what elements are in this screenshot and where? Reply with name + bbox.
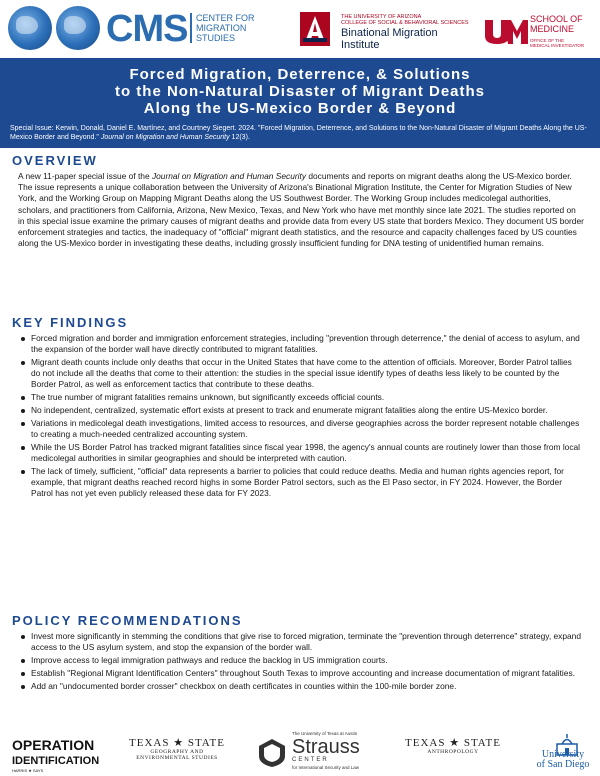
key-findings-heading: KEY FINDINGS: [12, 315, 129, 330]
globe-icon: [56, 6, 100, 50]
title-line-3: Along the US-Mexico Border & Beyond: [143, 100, 457, 117]
institute-line1: Binational Migration: [341, 27, 438, 39]
txst1-name: TEXAS ★ STATE: [129, 737, 225, 749]
key-findings-list: [20, 333, 582, 501]
texas-state-geography-logo: [122, 736, 232, 761]
unm-sub1: OFFICE OF THE: [530, 38, 565, 43]
arizona-a-icon: [300, 12, 330, 46]
cms-logo: CMS: [106, 8, 188, 50]
list-item: While the US Border Patrol has tracked migrant fatalities since fiscal year 1998, the agency's annual counts are routinely lower than those from local medicolegal authorities in similar geographies and should be interpreted with caution.: [20, 442, 582, 464]
list-item: Forced migration and border and immigration enforcement strategies, including "prevention through deterrence," the denial of access to asylum, and the expansion of the border wall have directly contributed to migrant fatalities.: [20, 333, 582, 355]
overview-journal: Journal on Migration and Human Security: [151, 171, 307, 181]
policy-heading: POLICY RECOMMENDATIONS: [12, 613, 243, 628]
operation-identification-logo: [12, 738, 112, 773]
opid-line2: IDENTIFICATION: [12, 755, 100, 767]
txst2-name: TEXAS ★ STATE: [405, 737, 501, 749]
title-banner: [0, 58, 600, 122]
binational-migration-institute: [341, 27, 481, 51]
unm-school-name: [530, 14, 600, 34]
list-item: No independent, centralized, systematic effort exists at present to track and enumerate migrant fatalities along the entire US-Mexico border.: [20, 405, 582, 416]
txst1-sub1: GEOGRAPHY AND: [150, 749, 204, 755]
citation-prefix: Special Issue: Kerwin, Donald, Daniel E. Martínez, and Courtney Siegert. 2024. "Forced Migration, Deterrence, and Solutions to the Non-Natural Disaster of Migrant Deaths Along the US-Mexico Border and Beyond.": [10, 125, 587, 141]
cms-line2: MIGRATION: [196, 23, 247, 33]
policy-list: [20, 631, 582, 693]
list-item: Establish "Regional Migrant Identification Centers" throughout South Texas to improve accounting and increase documentation of migrant fatalities.: [20, 668, 582, 679]
overview-paragraph: [18, 171, 584, 249]
strauss-university: The University of Texas at Austin: [292, 731, 358, 736]
list-item: Invest more significantly in stemming the conditions that give rise to forced migration, terminate the "prevention through deterrence" strategy, expand access to the US asylum system, and stop the expansion of the border wall.: [20, 631, 582, 653]
arizona-university: THE UNIVERSITY OF ARIZONA: [341, 14, 422, 20]
usd-line2: of San Diego: [536, 759, 590, 770]
txst1-sub2: ENVIRONMENTAL STUDIES: [136, 755, 218, 761]
citation: [0, 122, 600, 148]
title-line-2: to the Non-Natural Disaster of Migrant Deaths: [114, 83, 486, 100]
strauss-sub: for International Security and Law: [292, 765, 360, 770]
list-item: The lack of timely, sufficient, "official" data represents a barrier to policies that could reduce deaths. Media and human rights agencies report, for example, that migrant deaths reached record highs in some Border Patrol sectors, such as the El Paso sector, in FY 2024. However, the Border Patrol has not yet even publicly released these data for FY 2023.: [20, 466, 582, 500]
unm-sub2: MEDICAL INVESTIGATOR: [530, 43, 585, 48]
citation-suffix: 12(3).: [229, 134, 250, 141]
strauss-name: Strauss: [292, 736, 360, 758]
opid-sub: HARRIS ★ SAYS: [12, 768, 44, 773]
strauss-center: CENTER: [292, 757, 329, 763]
title-line-1: Forced Migration, Deterrence, & Solutions: [129, 66, 471, 83]
overview-text-after: documents and reports on migrant deaths along the US-Mexico border. The issue represents a unique collaboration between the University of Arizona's Binational Migration Institute, the Center for Migration Studies of New York, and the Working Group on Mapping Migrant Deaths along the US Southwest Border. The Working Group includes medicolegal authorities, scholars, and practitioners from California, Arizona, New Mexico, Texas, and New York who have met monthly since late 2021. The studies reported on in this special issue examine the primary causes of migrant deaths and provide data from every US state that borders Mexico. They document US border enforcement strategies and tactics, the inadequacy of "official" migrant death statistics, and the resource and capacity challenges faced by US counties along the US-Mexico border in investigating these deaths, including grossly insufficient funding for DNA testing of unidentified human remains.: [18, 171, 584, 249]
institute-line2: Institute: [341, 39, 380, 51]
overview-text-before: A new 11-paper special issue of the: [18, 171, 152, 181]
list-item: The true number of migrant fatalities remains unknown, but significantly exceeds official counts.: [20, 392, 582, 403]
list-item: Improve access to legal immigration pathways and reduce the backlog in US immigration courts.: [20, 655, 582, 666]
university-of-san-diego-logo: [528, 750, 598, 770]
arizona-college: COLLEGE OF SOCIAL & BEHAVIORAL SCIENCES: [341, 20, 469, 26]
overview-heading: OVERVIEW: [12, 153, 98, 168]
unm-logo-icon: [484, 18, 528, 44]
partner-logos-footer: [0, 728, 600, 776]
texas-state-anthropology-logo: [398, 736, 508, 755]
cms-logo-text: [190, 13, 270, 43]
arizona-university-name: [341, 14, 501, 26]
list-item: Variations in medicolegal death investigations, limited access to resources, and diverse geographies across the border represent notable challenges to creating a much-needed centralized accounting system.: [20, 418, 582, 440]
globe-icon: [8, 6, 52, 50]
unm-line1: SCHOOL OF: [530, 14, 583, 24]
usd-line1: University: [541, 749, 585, 760]
txst2-sub: ANTHROPOLOGY: [427, 749, 479, 755]
cms-line3: STUDIES: [196, 33, 236, 43]
cms-line1: CENTER FOR: [196, 13, 255, 23]
list-item: Migrant death counts include only deaths that occur in the United States that have come to the attention of officials. Moreover, Border Patrol tallies do not include all the deaths that come to their attention: the studies in the special issue identify types of deaths less likely to be counted by the Border Patrol, as well as enforcement tactics that contribute to these deaths.: [20, 357, 582, 391]
partner-logos-header: [0, 0, 600, 58]
citation-journal: Journal on Migration and Human Security: [100, 134, 230, 141]
opid-line1: OPERATION: [12, 737, 95, 753]
strauss-shield-icon: [257, 738, 287, 768]
list-item: Add an "undocumented border crosser" checkbox on death certificates in counties within the 100-mile border zone.: [20, 681, 582, 692]
unm-office-name: [530, 38, 596, 48]
unm-line2: MEDICINE: [530, 24, 575, 34]
